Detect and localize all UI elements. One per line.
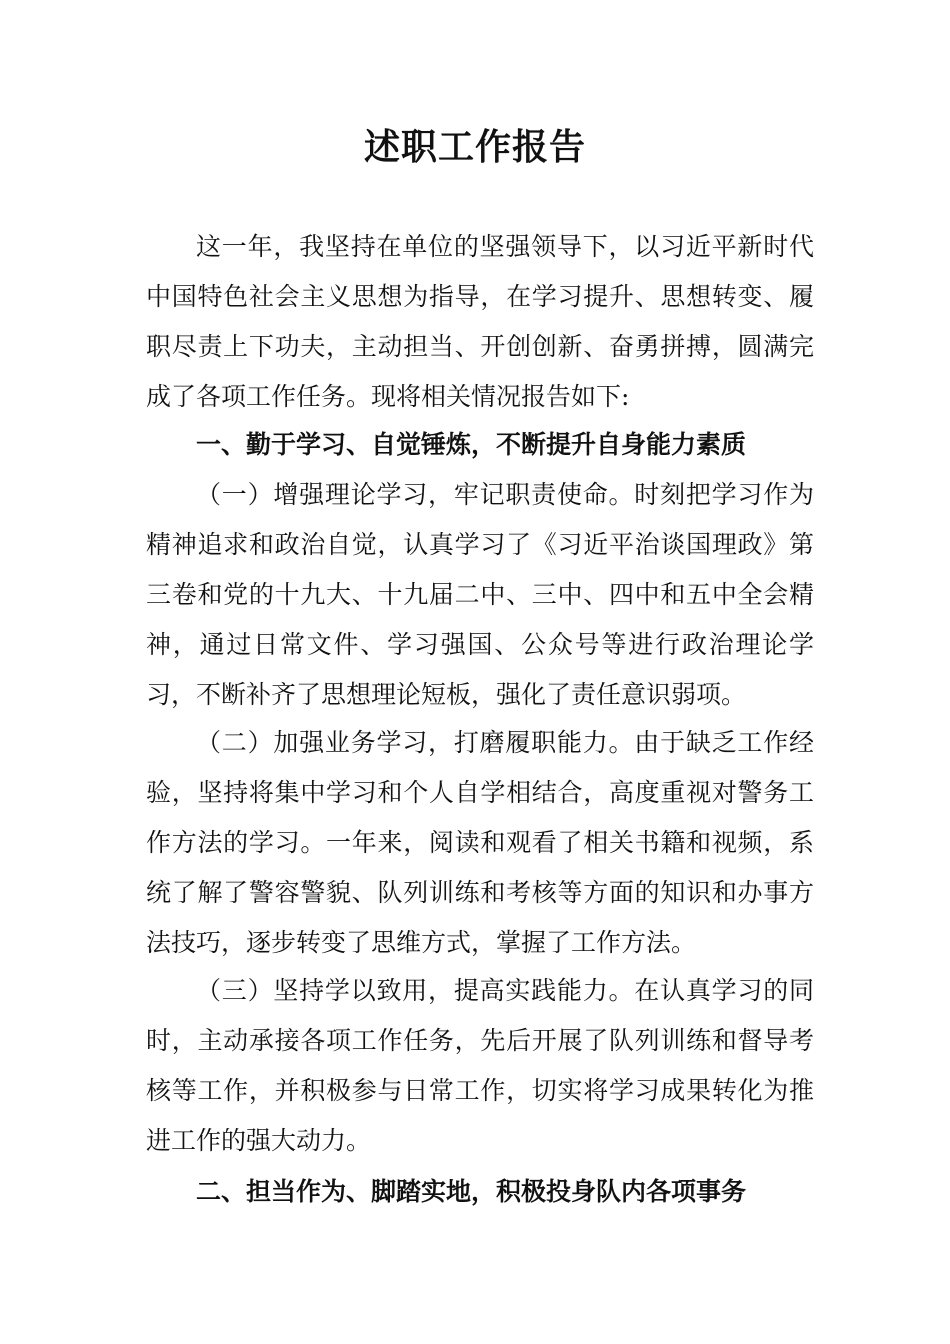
subsection-title-3: （三）坚持学以致用，提高实践能力。 — [196, 976, 635, 1005]
subsection-title-1: （一）增强理论学习，牢记职责使命。 — [196, 480, 635, 509]
subsection-paragraph-1 — [146, 470, 814, 720]
subsection-title-2: （二）加强业务学习，打磨履职能力。 — [196, 728, 635, 757]
subsection-text-3: 在认真学习的同时，主动承接各项工作任务，先后开展了队列训练和督导考核等工作，并积极参与日常工作，切实将学习成果转化为推进工作的强大动力。 — [146, 976, 814, 1155]
subsection-paragraph-2 — [146, 718, 814, 968]
subsection-paragraph-3 — [146, 966, 814, 1166]
section-heading-2: 二、担当作为、脚踏实地，积极投身队内各项事务 — [196, 1177, 747, 1206]
section-heading-1: 一、勤于学习、自觉锤炼，不断提升自身能力素质 — [196, 430, 747, 459]
document-title: 述职工作报告 — [363, 126, 586, 168]
intro-paragraph: 这一年，我坚持在单位的坚强领导下，以习近平新时代中国特色社会主义思想为指导，在学习提升、思想转变、履职尽责上下功夫，主动担当、开创创新、奋勇拼搏，圆满完成了各项工作任务。现将相关情况报告如下: — [146, 232, 814, 411]
subsection-text-1: 时刻把学习作为精神追求和政治自觉，认真学习了《习近平治谈国理政》第三卷和党的十九大、十九届二中、三中、四中和五中全会精神，通过日常文件、学习强国、公众号等进行政治理论学习，不断补齐了思想理论短板，强化了责任意识弱项。 — [146, 480, 814, 709]
subsection-text-2: 由于缺乏工作经验，坚持将集中学习和个人自学相结合，高度重视对警务工作方法的学习。一年来，阅读和观看了相关书籍和视频，系统了解了警容警貌、队列训练和考核等方面的知识和办事方法技巧，逐步转变了思维方式，掌握了工作方法。 — [146, 728, 814, 957]
